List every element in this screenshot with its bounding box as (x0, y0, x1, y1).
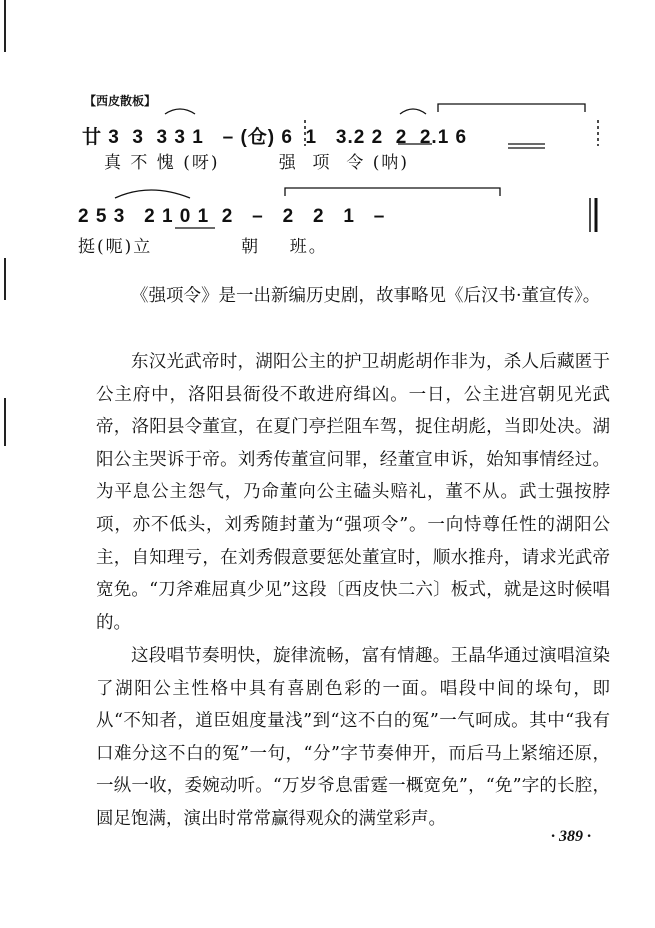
paragraph-intro: 《强项令》是一出新编历史剧，故事略见《后汉书·董宣传》。 (131, 286, 601, 306)
paragraph-analysis: 这段唱节奏明快，旋律流畅，富有情趣。王晶华通过演唱渲染了湖阳公主性格中具有喜剧色彩的一面。唱段中间的垛句，即从“不知者，道臣姐度量浅”到“这不白的冤”一气呵成。其中“我有口难分这不白的冤”一句，“分”字节奏伸开，而后马上紧缩还原，一纵一收，委婉动听。“万岁爷息雷霆一概宽免”，“免”字的长腔，圆足饱满，演出时常常赢得观众的满堂彩声。 (96, 646, 610, 829)
score-line-1-notes: 廿 3 3 3 3 1 – (仓) 6 1 3.2 2 2 2.1 6 (82, 127, 468, 148)
scan-edge-lower (4, 398, 6, 446)
score-line-1-lyrics: 真 不 愧 (呀) 强 项 令 (呐) (104, 153, 409, 173)
score-line-2-lyrics: 挺(呃)立 朝 班。 (78, 237, 328, 257)
score-line-2-notes: 2 5 3 2 1 0 1 2 – 2 2 1 – (78, 206, 386, 227)
tempo-label: 【西皮散板】 (84, 94, 157, 108)
score-notation-marks (0, 0, 655, 300)
paragraph-story: 东汉光武帝时，湖阳公主的护卫胡彪胡作非为，杀人后藏匿于公主府中，洛阳县衙役不敢进府缉凶。一日，公主进宫朝见光武帝，洛阳县令董宣，在夏门亭拦阻车驾，捉住胡彪，当即处决。湖阳公主哭诉于帝。刘秀传董宣问罪，经董宣申诉，始知事情经过。为平息公主怨气，乃命董向公主磕头赔礼，董不从。武士强按脖项，亦不低头，刘秀随封董为“强项令”。一向恃尊任性的湖阳公主，自知理亏，在刘秀假意要惩处董宣时，顺水推舟，请求光武帝宽免。“刀斧难屈真少见”这段〔西皮快二六〕板式，就是这时候唱的。 (96, 352, 610, 633)
page-number: · 389 · (551, 828, 591, 845)
